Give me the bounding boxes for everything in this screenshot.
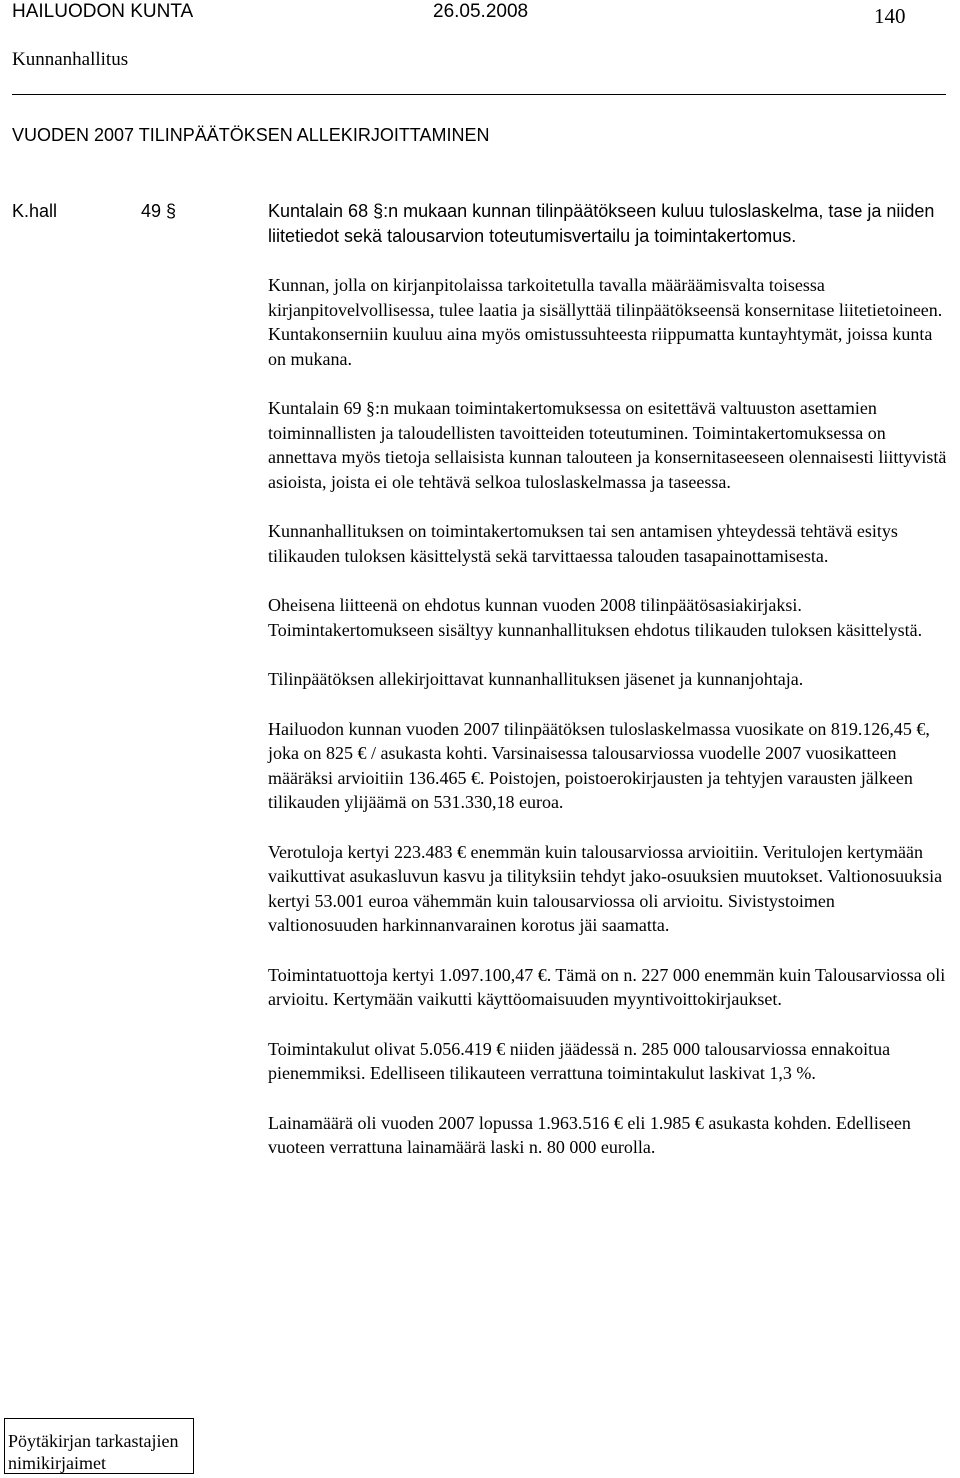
page-title: VUODEN 2007 TILINPÄÄTÖKSEN ALLEKIRJOITTAMINEN: [12, 125, 490, 145]
paragraph: Toimintatuottoja kertyi 1.097.100,47 €. Tämä on n. 227 000 enemmän kuin Talousarviossa oli arvioitu. Kertymään vaikutti käyttöomaisuuden myyntivoittokirjaukset.: [268, 964, 946, 1009]
header-date: 26.05.2008: [433, 1, 529, 22]
paragraph: Kunnanhallituksen on toimintakertomuksen tai sen antamisen yhteydessä tehtävä esitys tilikauden tuloksen käsittelystä sekä tarvittaessa talouden tasapainottamisesta.: [268, 521, 898, 566]
section-number: 49 §: [141, 201, 177, 221]
paragraph: Kunnan, jolla on kirjanpitolaissa tarkoitetulla tavalla määräämisvalta toisessa kirjanpitovelvollisessa, tulee laatia ja sisällyttää tilinpäätökseensä konsernitase liitetietoineen. Kuntakonserniin kuuluu aina myös omistussuhteesta riippumatta kuntayhtymät, joissa kunta on mukana.: [268, 275, 943, 369]
paragraph: Kuntalain 68 §:n mukaan kunnan tilinpäätökseen kuluu tuloslaskelma, tase ja niiden liitetiedot sekä talousarvion toteutumisvertailu ja toimintakertomus.: [268, 201, 935, 246]
initials-label-line2: nimikirjaimet: [8, 1453, 106, 1473]
paragraph: Kuntalain 69 §:n mukaan toimintakertomuksessa on esitettävä valtuuston asettamien toiminnallisten ja taloudellisten tavoitteiden toteutuminen. Toimintakertomuksessa on annettava myös tietoja sellaisista kunnan talouteen ja konsernitaseeseen olennaisesti liittyvistä asioista, joista ei ole tehtävä selkoa tuloslaskelmassa ja taseessa.: [268, 398, 947, 492]
initials-label-line1: Pöytäkirjan tarkastajien: [8, 1431, 179, 1451]
page-number: 140: [874, 4, 906, 28]
header-divider: [12, 94, 946, 95]
header-body: Kunnanhallitus: [12, 49, 129, 70]
paragraph: Hailuodon kunnan vuoden 2007 tilinpäätöksen tuloslaskelmassa vuosikate on 819.126,45 €, joka on 825 € / asukasta kohti. Varsinaisessa talousarviossa vuodelle 2007 vuosikatteen määräksi arvioitiin 136.465 €. Poistojen, poistoerokirjausten ja tehtyjen varausten jälkeen tilikauden ylijäämä on 531.330,18 euroa.: [268, 718, 930, 812]
section-body: [268, 199, 948, 1185]
paragraph: Oheisena liitteenä on ehdotus kunnan vuoden 2008 tilinpäätösasiakirjaksi. Toimintakertomukseen sisältyy kunnanhallituksen ehdotus tilikauden tuloksen käsittelystä.: [268, 595, 923, 640]
paragraph: Verotuloja kertyi 223.483 € enemmän kuin talousarviossa arvioitiin. Veritulojen kertymään vaikuttivat asukasluvun kasvu ja tilityksiin tehdyt jako-osuuksien muutokset. Valtionosuuksia kertyi 53.001 euroa vähemmän kuin talousarviossa oli arvioitu. Sivistystoimen valtionosuuden harkinnanvarainen korotus jäi saamatta.: [268, 841, 943, 935]
section-id: K.hall: [12, 201, 58, 221]
paragraph: Toimintakulut olivat 5.056.419 € niiden jäädessä n. 285 000 talousarviossa ennakoitua pienemmiksi. Edelliseen tilikauteen verrattuna toimintakulut laskivat 1,3 %.: [268, 1038, 891, 1083]
paragraph: Lainamäärä oli vuoden 2007 lopussa 1.963.516 € eli 1.985 € asukasta kohden. Edelliseen vuoteen verrattuna lainamäärä laski n. 80 000 eurolla.: [268, 1112, 911, 1157]
initials-box-label: [8, 1430, 194, 1474]
paragraph: Tilinpäätöksen allekirjoittavat kunnanhallituksen jäsenet ja kunnanjohtaja.: [268, 669, 804, 689]
header-organization: HAILUODON KUNTA: [12, 1, 194, 22]
